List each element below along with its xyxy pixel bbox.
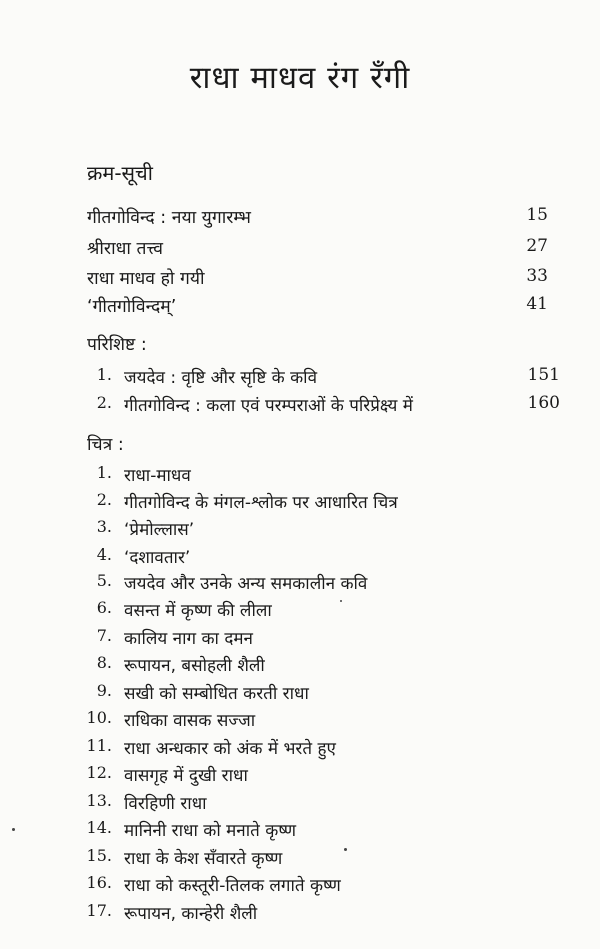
illustration-number: 5. xyxy=(96,571,112,590)
illustration-number: 12. xyxy=(86,763,112,782)
illustration-number: 9. xyxy=(96,681,112,700)
toc-entry-label: श्रीराधा तत्त्व xyxy=(87,239,163,259)
illustration-number: 11. xyxy=(86,736,112,755)
appendix-entry-label: जयदेव : वृष्टि और सृष्टि के कवि xyxy=(124,368,318,388)
illustration-number: 3. xyxy=(96,517,112,536)
appendix-heading: परिशिष्ट : xyxy=(87,335,147,355)
illustration-label: राधा अन्धकार को अंक में भरते हुए xyxy=(124,739,336,759)
illustration-label: जयदेव और उनके अन्य समकालीन कवि xyxy=(124,574,368,594)
illustration-number: 8. xyxy=(96,653,112,672)
appendix-entry-number: 1. xyxy=(96,365,112,384)
appendix-entry xyxy=(82,365,560,393)
toc-entry xyxy=(87,205,548,233)
illustration-number: 4. xyxy=(96,545,112,564)
scan-speck xyxy=(344,848,347,851)
illustration-label: रूपायन, कान्हेरी शैली xyxy=(124,904,258,924)
illustration-label: राधिका वासक सज्जा xyxy=(124,711,256,731)
toc-entry-page: 41 xyxy=(526,294,548,314)
illustration-number: 6. xyxy=(96,598,112,617)
appendix-entry xyxy=(82,393,560,421)
toc-entry xyxy=(87,236,548,264)
toc-entry-page: 33 xyxy=(526,266,548,286)
illustration-number: 16. xyxy=(86,873,112,892)
illustration-label: राधा के केश सँवारते कृष्ण xyxy=(124,849,283,869)
illustration-number: 10. xyxy=(86,708,112,727)
appendix-entry-page: 160 xyxy=(527,393,560,413)
illustration-label: रूपायन, बसोहली शैली xyxy=(124,656,265,676)
appendix-entry-label: गीतगोविन्द : कला एवं परम्पराओं के परिप्रेक्ष्य में xyxy=(124,396,413,416)
appendix-entry-number: 2. xyxy=(96,393,112,412)
illustration-label: राधा-माधव xyxy=(124,466,191,486)
illustration-label: वसन्त में कृष्ण की लीला xyxy=(124,601,272,621)
page-title: राधा माधव रंग रँगी xyxy=(189,60,411,96)
illustration-number: 13. xyxy=(86,791,112,810)
toc-heading: क्रम-सूची xyxy=(87,161,153,185)
illustration-label: कालिय नाग का दमन xyxy=(124,629,253,649)
toc-entry-label: राधा माधव हो गयी xyxy=(87,269,205,289)
appendix-entry-page: 151 xyxy=(527,365,560,385)
illustration-label: राधा को कस्तूरी-तिलक लगाते कृष्ण xyxy=(124,876,341,896)
toc-entry xyxy=(87,266,548,294)
toc-entry-page: 15 xyxy=(526,205,548,225)
illustration-number: 14. xyxy=(86,818,112,837)
illustration-label: गीतगोविन्द के मंगल-श्लोक पर आधारित चित्र xyxy=(124,493,398,513)
illustration-number: 15. xyxy=(86,846,112,865)
illustration-label: सखी को सम्बोधित करती राधा xyxy=(124,684,309,704)
illustrations-heading: चित्र : xyxy=(87,435,124,455)
scan-speck xyxy=(340,600,342,602)
toc-entry-label: गीतगोविन्द : नया युगारम्भ xyxy=(87,208,251,228)
illustration-label: ‘दशावतार’ xyxy=(124,548,191,568)
scan-speck xyxy=(12,828,15,831)
toc-entry xyxy=(87,294,548,322)
illustration-label: विरहिणी राधा xyxy=(124,794,207,814)
illustration-number: 1. xyxy=(96,463,112,482)
toc-entry-label: ‘गीतगोविन्दम्’ xyxy=(87,297,177,317)
illustration-number: 2. xyxy=(96,490,112,509)
toc-entry-page: 27 xyxy=(526,236,548,256)
illustration-number: 17. xyxy=(86,901,112,920)
illustration-label: मानिनी राधा को मनाते कृष्ण xyxy=(124,821,297,841)
illustration-label: वासगृह में दुखी राधा xyxy=(124,766,248,786)
illustration-label: ‘प्रेमोल्लास’ xyxy=(124,520,195,540)
illustration-number: 7. xyxy=(96,626,112,645)
